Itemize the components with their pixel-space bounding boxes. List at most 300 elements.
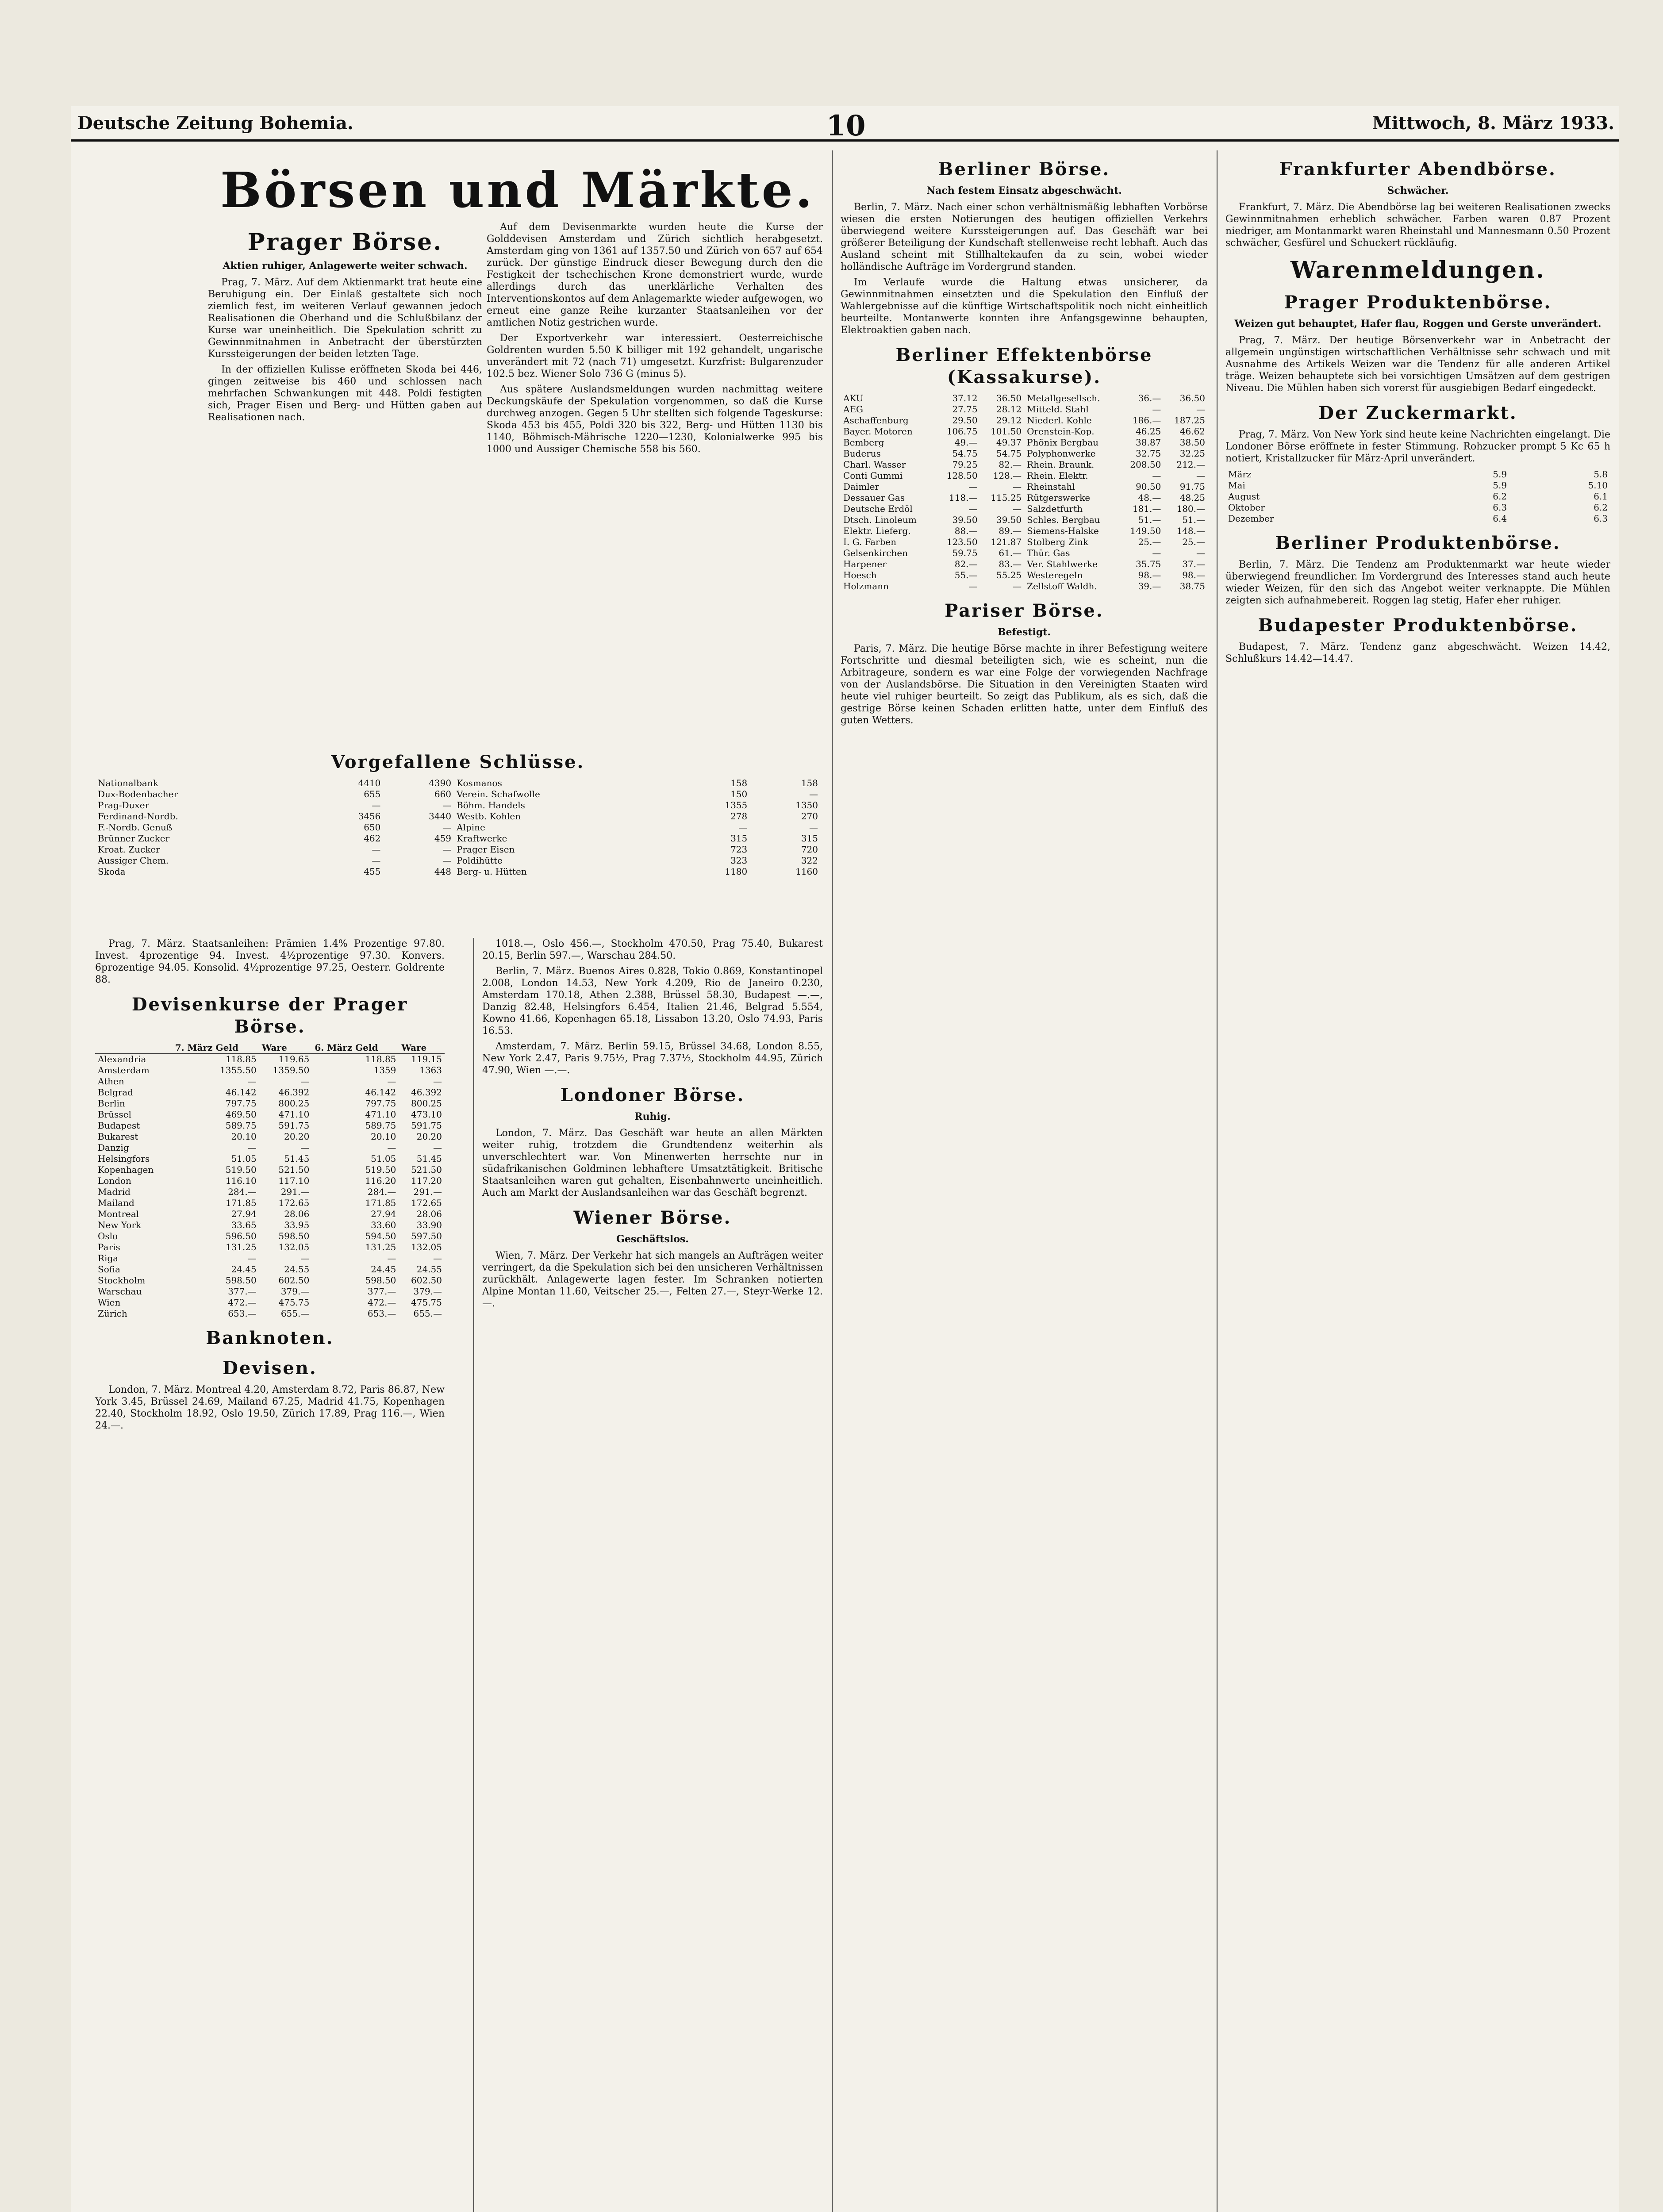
table-cell: 117.10 bbox=[278, 1175, 310, 1186]
table-row bbox=[95, 822, 821, 833]
table-row bbox=[841, 515, 1208, 526]
table-cell: 1355.50 bbox=[220, 1065, 257, 1075]
table-row bbox=[841, 492, 1208, 503]
subhead: Aktien ruhiger, Anlagewerte weiter schwach. bbox=[223, 260, 468, 272]
table-cell: 186.— bbox=[1132, 415, 1161, 426]
table-cell: 379.— bbox=[413, 1286, 442, 1297]
table-cell: — bbox=[442, 800, 452, 810]
table-cell: — bbox=[372, 855, 381, 866]
section-title-banknoten: Banknoten. bbox=[206, 1328, 334, 1348]
table-cell: 24.55 bbox=[284, 1264, 310, 1275]
issue-date: Mittwoch, 8. März 1933. bbox=[1372, 113, 1614, 134]
table-cell: Stockholm bbox=[98, 1275, 146, 1286]
table-cell: — bbox=[433, 1253, 442, 1263]
table-cell: Kopenhagen bbox=[98, 1164, 154, 1175]
table-cell: 459 bbox=[434, 833, 452, 844]
table-cell: Bukarest bbox=[98, 1131, 138, 1142]
table-cell: 181.— bbox=[1132, 503, 1161, 514]
table-cell: 6.1 bbox=[1594, 491, 1608, 502]
table-row bbox=[841, 459, 1208, 470]
table-cell: 455 bbox=[364, 866, 381, 877]
table-cell: 131.25 bbox=[365, 1242, 396, 1252]
table-row bbox=[841, 581, 1208, 592]
table-cell: 1160 bbox=[795, 866, 818, 877]
table-row bbox=[841, 537, 1208, 548]
table-row bbox=[95, 1142, 445, 1153]
table-header-cell: Ware bbox=[399, 1042, 445, 1054]
article-paragraph: Im Verlaufe wurde die Haltung etwas unsicherer, da Gewinnmitnahmen einsetzten und die Spekulation den Einfluß der Wahlergebnisse auf die künftige Wirtschaftspolitik noch nicht einheitlich beurteilte. Montanwerte konnten ihre Anfangsgewinne behaupten, Elektroaktien gaben nach. bbox=[841, 277, 1208, 336]
table-row bbox=[95, 1297, 445, 1308]
section-title-budapester-produktenboerse: Budapester Produktenbörse. bbox=[1258, 615, 1578, 636]
table-cell: Daimler bbox=[843, 481, 880, 492]
table-cell: 121.87 bbox=[991, 537, 1022, 547]
table-cell: — bbox=[433, 1076, 442, 1087]
subhead: Ruhig. bbox=[634, 1111, 671, 1122]
table-cell: 117.20 bbox=[411, 1175, 442, 1186]
table-cell: 28.06 bbox=[284, 1209, 310, 1219]
table-cell: 653.— bbox=[228, 1308, 257, 1319]
table-cell: 48.— bbox=[1138, 492, 1161, 503]
table-header-cell: 6. März Geld bbox=[312, 1042, 399, 1054]
table-cell: 79.25 bbox=[952, 459, 978, 470]
table-cell: — bbox=[372, 844, 381, 855]
table-cell: 1355 bbox=[725, 800, 748, 810]
article-paragraph: Wien, 7. März. Der Verkehr hat sich mangels an Aufträgen weiter verringert, da die Spekulation sich bei den unsicheren Verhältnissen zurückhält. Anlagewerte lagen fester. Im Schranken notierten Alpine Montan 11.60, Veitscher 25.—, Felten 27.—, Steyr-Werke 12.—. bbox=[482, 1250, 823, 1309]
column-rule bbox=[832, 150, 833, 2212]
table-cell: Polyphonwerke bbox=[1027, 448, 1096, 459]
table-cell: 55.25 bbox=[996, 570, 1022, 580]
table-cell: — bbox=[968, 481, 978, 492]
table-cell: Kroat. Zucker bbox=[98, 844, 160, 855]
table-cell: Helsingfors bbox=[98, 1153, 150, 1164]
table-cell: 655.— bbox=[280, 1308, 310, 1319]
table-cell: 650 bbox=[364, 822, 381, 833]
table-cell: 36.— bbox=[1138, 393, 1161, 403]
subhead: Geschäftslos. bbox=[616, 1233, 689, 1245]
table-cell: — bbox=[968, 581, 978, 591]
table-cell: 5.10 bbox=[1588, 480, 1608, 491]
table-cell: 39.50 bbox=[996, 515, 1022, 525]
table-cell: 98.— bbox=[1138, 570, 1161, 580]
table-cell: 46.62 bbox=[1179, 426, 1205, 437]
table-row bbox=[841, 404, 1208, 415]
table-cell: — bbox=[738, 822, 748, 833]
table-cell: 39.50 bbox=[952, 515, 978, 525]
table-cell: 131.25 bbox=[225, 1242, 257, 1252]
table-row bbox=[1225, 469, 1610, 480]
table-cell: Deutsche Erdöl bbox=[843, 503, 913, 514]
table-cell: — bbox=[372, 800, 381, 810]
table-cell: New York bbox=[98, 1220, 141, 1230]
table-row bbox=[95, 1153, 445, 1164]
table-cell: 25.— bbox=[1138, 537, 1161, 547]
table-cell: Mailand bbox=[98, 1198, 134, 1208]
table-cell: Rütgerswerke bbox=[1027, 492, 1091, 503]
table-cell: Amsterdam bbox=[98, 1065, 150, 1075]
table-cell: — bbox=[1196, 404, 1205, 415]
table-cell: August bbox=[1228, 491, 1260, 502]
table-cell: Hoesch bbox=[843, 570, 877, 580]
table-row bbox=[95, 1231, 445, 1242]
article-paragraph: Frankfurt, 7. März. Die Abendbörse lag bei weiteren Realisationen zwecks Gewinnmitnahmen erheblich schwächer. Farben waren 0.87 Prozent niedriger, am Montanmarkt waren Rheinstahl und Mannesmann 0.50 Prozent schwächer, Gesfürel und Schuckert rückläufig. bbox=[1225, 202, 1610, 249]
table-cell: 51.05 bbox=[371, 1153, 396, 1164]
table-row bbox=[95, 1253, 445, 1264]
table-row bbox=[95, 833, 821, 844]
table-cell: — bbox=[433, 1142, 442, 1153]
table-cell: 51.45 bbox=[284, 1153, 310, 1164]
table-cell: 24.55 bbox=[416, 1264, 442, 1275]
article-paragraph: Amsterdam, 7. März. Berlin 59.15, Brüssel 34.68, London 8.55, New York 2.47, Paris 9.75½, Prag 7.37½, Stockholm 44.95, Zürich 47.90, Wien —.—. bbox=[482, 1041, 823, 1076]
column-devisenmarkt bbox=[487, 221, 823, 743]
table-cell: 27.94 bbox=[231, 1209, 257, 1219]
table-row bbox=[841, 415, 1208, 426]
table-cell: 171.85 bbox=[225, 1198, 257, 1208]
devisen-table bbox=[95, 1042, 445, 1319]
table-cell: 5.9 bbox=[1493, 480, 1507, 491]
table-cell: 797.75 bbox=[365, 1098, 396, 1109]
column-devisenkurse bbox=[95, 938, 445, 2212]
section-title-londoner-boerse: Londoner Börse. bbox=[560, 1085, 745, 1106]
table-cell: 132.05 bbox=[411, 1242, 442, 1252]
table-cell: 208.50 bbox=[1130, 459, 1161, 470]
table-cell: 473.10 bbox=[411, 1109, 442, 1120]
table-cell: Alpine bbox=[457, 822, 485, 833]
newspaper-name: Deutsche Zeitung Bohemia. bbox=[77, 113, 353, 134]
article-paragraph: Prag, 7. März. Von New York sind heute keine Nachrichten eingelangt. Die Londoner Börse eröffnete in fester Stimmung. Rohzucker prompt 5 Kc 65 h notiert, Kristallzucker für März-April unverändert. bbox=[1225, 429, 1610, 464]
table-cell: Dessauer Gas bbox=[843, 492, 905, 503]
table-cell: 291.— bbox=[280, 1187, 310, 1197]
table-row bbox=[95, 1109, 445, 1120]
table-row bbox=[95, 1076, 445, 1087]
table-cell: 116.10 bbox=[225, 1175, 257, 1186]
table-row bbox=[841, 393, 1208, 404]
table-cell: 158 bbox=[801, 778, 818, 788]
table-cell: 1363 bbox=[419, 1065, 442, 1075]
table-cell: 323 bbox=[730, 855, 748, 866]
table-cell: Danzig bbox=[98, 1142, 129, 1153]
table-cell: 128.— bbox=[993, 470, 1022, 481]
table-cell: 46.142 bbox=[365, 1087, 396, 1098]
table-row bbox=[841, 437, 1208, 448]
table-row bbox=[95, 1120, 445, 1131]
table-cell: 20.10 bbox=[371, 1131, 396, 1142]
table-cell: 48.25 bbox=[1179, 492, 1205, 503]
table-cell: 471.10 bbox=[278, 1109, 310, 1120]
table-cell: 5.8 bbox=[1594, 469, 1608, 480]
table-cell: 212.— bbox=[1176, 459, 1205, 470]
table-cell: Holzmann bbox=[843, 581, 889, 591]
table-cell: Ferdinand-Nordb. bbox=[98, 811, 178, 822]
table-cell: Budapest bbox=[98, 1120, 140, 1131]
table-cell: 37.12 bbox=[952, 393, 978, 403]
table-cell: 46.392 bbox=[411, 1087, 442, 1098]
table-cell: Elektr. Lieferg. bbox=[843, 526, 911, 536]
table-cell: 36.50 bbox=[996, 393, 1022, 403]
table-row bbox=[95, 811, 821, 822]
table-cell: 88.— bbox=[954, 526, 978, 536]
table-cell: Sofia bbox=[98, 1264, 121, 1275]
table-cell: Oktober bbox=[1228, 502, 1265, 513]
table-cell: — bbox=[442, 855, 452, 866]
article-paragraph: London, 7. März. Das Geschäft war heute an allen Märkten weiter ruhig, trotzdem die Grundtendenz weiterhin als unverschlechtert war. Von Minenwerten herrschte nur in südafrikanischen Goldminen lebhaftere Umsatztätigkeit. Britische Staatsanleihen waren gut gehalten, Eisenbahnwerte uneinheitlich. Auch am Markt der Auslandsanleihen war das Geschäft begrenzt. bbox=[482, 1128, 823, 1198]
table-row bbox=[95, 1087, 445, 1098]
table-cell: 115.25 bbox=[991, 492, 1022, 503]
table-cell: 3440 bbox=[429, 811, 452, 822]
table-cell: 82.— bbox=[999, 459, 1022, 470]
subhead: Nach festem Einsatz abgeschwächt. bbox=[926, 185, 1122, 196]
table-cell: 33.90 bbox=[416, 1220, 442, 1230]
column-rule bbox=[473, 938, 474, 2212]
table-cell: 123.50 bbox=[946, 537, 978, 547]
table-cell: 1350 bbox=[795, 800, 818, 810]
table-cell: 91.75 bbox=[1179, 481, 1205, 492]
table-cell: 24.45 bbox=[371, 1264, 396, 1275]
table-row bbox=[95, 1275, 445, 1286]
table-cell: 270 bbox=[801, 811, 818, 822]
table-cell: Berg- u. Hütten bbox=[457, 866, 527, 877]
table-cell: 6.3 bbox=[1594, 513, 1608, 524]
table-cell: Aschaffenburg bbox=[843, 415, 909, 426]
table-cell: Ver. Stahlwerke bbox=[1027, 559, 1098, 569]
table-cell: 797.75 bbox=[225, 1098, 257, 1109]
table-cell: Zürich bbox=[98, 1308, 127, 1319]
table-cell: Mitteld. Stahl bbox=[1027, 404, 1089, 415]
table-cell: 800.25 bbox=[278, 1098, 310, 1109]
table-row bbox=[95, 1242, 445, 1253]
table-cell: Berlin bbox=[98, 1098, 125, 1109]
table-cell: 20.10 bbox=[231, 1131, 257, 1142]
table-cell: Riga bbox=[98, 1253, 119, 1263]
table-row bbox=[95, 844, 821, 855]
table-cell: 54.75 bbox=[952, 448, 978, 459]
article-paragraph: London, 7. März. Montreal 4.20, Amsterdam 8.72, Paris 86.87, New York 3.45, Brüssel 24.69, Mailand 67.25, Madrid 41.75, Kopenhagen 22.40, Stockholm 18.92, Oslo 19.50, Zürich 17.89, Prag 116.—, Wien 24.—. bbox=[95, 1384, 445, 1431]
table-cell: 596.50 bbox=[225, 1231, 257, 1241]
table-cell: AEG bbox=[843, 404, 864, 415]
table-cell: Skoda bbox=[98, 866, 126, 877]
table-cell: 655 bbox=[364, 789, 381, 799]
table-cell: 291.— bbox=[413, 1187, 442, 1197]
table-cell: Stolberg Zink bbox=[1027, 537, 1088, 547]
table-cell: Westb. Kohlen bbox=[457, 811, 521, 822]
table-cell: — bbox=[300, 1142, 310, 1153]
section-title-berliner-produktenboerse: Berliner Produktenbörse. bbox=[1275, 533, 1561, 553]
table-cell: 471.10 bbox=[365, 1109, 396, 1120]
table-cell: Mai bbox=[1228, 480, 1245, 491]
table-cell: 284.— bbox=[228, 1187, 257, 1197]
table-cell: 33.65 bbox=[231, 1220, 257, 1230]
table-cell: 27.94 bbox=[371, 1209, 396, 1219]
table-row bbox=[841, 481, 1208, 492]
table-cell: Prager Eisen bbox=[457, 844, 515, 855]
table-cell: Phönix Bergbau bbox=[1027, 437, 1098, 448]
article-paragraph: Paris, 7. März. Die heutige Börse machte in ihrer Befestigung weitere Fortschritte und diesmal beteiligten sich, wie es scheint, nun die Arbitrageure, sondern es war eine Folge der vorwiegenden Nachfrage von der Auslandsbörse. Die Situation in den Vereinigten Staaten wird heute viel ruhiger beurteilt. So zeigt das Publikum, als es sich, daß die gestrige Börse keinen Schaden erlitten hatte, unter dem Einfluß des guten Wetters. bbox=[841, 643, 1208, 726]
table-cell: Rheinstahl bbox=[1027, 481, 1075, 492]
table-cell: 602.50 bbox=[411, 1275, 442, 1286]
table-cell: 37.— bbox=[1182, 559, 1205, 569]
table-cell: Harpener bbox=[843, 559, 887, 569]
article-paragraph: In der offiziellen Kulisse eröffneten Skoda bei 446, gingen zeitweise bis 460 und schlossen nach mehrfachen Schwankungen mit 448. Poldi festigten sich, Prager Eisen und Berg- und Hütten gaben auf Realisationen nach. bbox=[208, 364, 482, 423]
table-cell: 597.50 bbox=[411, 1231, 442, 1241]
column-berliner-boerse bbox=[841, 150, 1208, 2212]
table-cell: 6.4 bbox=[1493, 513, 1507, 524]
table-cell: — bbox=[1013, 503, 1022, 514]
table-cell: 278 bbox=[730, 811, 748, 822]
article-paragraph: Auf dem Devisenmarkte wurden heute die Kurse der Golddevisen Amsterdam und Zürich sichtlich herabgesetzt. Amsterdam ging von 1361 auf 1357.50 und Zürich von 657 auf 654 zurück. Der günstige Eindruck dieser Bewegung durch den die Festigkeit der tschechischen Krone demonstriert wurde, wurde allerdings durch das unerklärliche Verhalten des Interventionskontos auf dem Anlagemarkte wieder aufgewogen, wo erneut eine ganze Reihe kurzanter Staatsanleihen vor der amtlichen Notiz gestrichen wurde. bbox=[487, 222, 823, 328]
table-cell: 4410 bbox=[358, 778, 381, 788]
section-schluesse bbox=[95, 743, 821, 929]
table-cell: — bbox=[442, 844, 452, 855]
table-cell: 475.75 bbox=[278, 1297, 310, 1308]
table-row bbox=[95, 800, 821, 811]
subhead: Schwächer. bbox=[1387, 185, 1449, 196]
table-cell: London bbox=[98, 1175, 131, 1186]
table-row bbox=[95, 1308, 445, 1319]
table-cell: 6.2 bbox=[1594, 502, 1608, 513]
table-cell: 598.50 bbox=[278, 1231, 310, 1241]
table-cell: Nationalbank bbox=[98, 778, 158, 788]
article-paragraph: Berlin, 7. März. Nach einer schon verhältnismäßig lebhaften Vorbörse wiesen die ersten Notierungen des heutigen offiziellen Verkehrs überwiegend weitere Kurssteigerungen auf. Das Geschäft war bei größerer Beteiligung der Kundschaft stellenweise recht lebhaft. Auch das Ausland scheint mit Stillhaltekaufen da zu sein, wobei wieder holländische Aufträge im Vordergrund standen. bbox=[841, 202, 1208, 273]
table-cell: Böhm. Handels bbox=[457, 800, 525, 810]
article-paragraph: Der Exportverkehr war interessiert. Oesterreichische Goldrenten wurden 5.50 K billiger mit 192 gehandelt, ungarische unverändert mit 72 (nach 71) umgesetzt. Kurzfrist: Bulgarenzuder 102.5 bez. Wiener Solo 736 G (minus 5). bbox=[487, 333, 823, 380]
table-cell: — bbox=[1152, 470, 1161, 481]
table-row bbox=[95, 1209, 445, 1220]
table-cell: 61.— bbox=[999, 548, 1022, 558]
table-cell: 591.75 bbox=[278, 1120, 310, 1131]
table-cell: Madrid bbox=[98, 1187, 131, 1197]
table-cell: Wien bbox=[98, 1297, 121, 1308]
table-row bbox=[95, 1286, 445, 1297]
table-cell: Paris bbox=[98, 1242, 120, 1252]
table-cell: Schles. Bergbau bbox=[1027, 515, 1100, 525]
article-paragraph: Aus spätere Auslandsmeldungen wurden nachmittag weitere Deckungskäufe der Spekulation vorgenommen, so daß die Kurse durchweg anzogen. Gegen 5 Uhr stellten sich folgende Tageskurse: Skoda 453 bis 455, Poldi 320 bis 322, Berg- und Hütten 1130 bis 1140, Böhmisch-Mährische 1220—1230, Kolonialwerke 995 bis 1000 und Aussiger Chemische 558 bis 560. bbox=[487, 384, 823, 455]
section-title-warenmeldungen: Warenmeldungen. bbox=[1290, 257, 1546, 284]
table-cell: Westeregeln bbox=[1027, 570, 1083, 580]
table-header-cell bbox=[95, 1042, 173, 1054]
table-cell: 38.75 bbox=[1179, 581, 1205, 591]
section-title-devisenkurse: Devisenkurse der Prager Börse. bbox=[131, 994, 408, 1037]
table-cell: 46.392 bbox=[278, 1087, 310, 1098]
table-cell: — bbox=[809, 822, 818, 833]
table-cell: 602.50 bbox=[278, 1275, 310, 1286]
table-cell: Bayer. Motoren bbox=[843, 426, 913, 437]
table-cell: 172.65 bbox=[278, 1198, 310, 1208]
table-cell: 46.142 bbox=[225, 1087, 257, 1098]
table-cell: 1180 bbox=[725, 866, 748, 877]
table-cell: 82.— bbox=[954, 559, 978, 569]
table-cell: 149.50 bbox=[1130, 526, 1161, 536]
table-cell: 33.60 bbox=[371, 1220, 396, 1230]
table-cell: 24.45 bbox=[231, 1264, 257, 1275]
article-paragraph: 1018.—, Oslo 456.—, Stockholm 470.50, Prag 75.40, Bukarest 20.15, Berlin 597.—, Warschau 284.50. bbox=[482, 938, 823, 961]
table-cell: März bbox=[1228, 469, 1252, 480]
table-cell: 284.— bbox=[367, 1187, 396, 1197]
column-auslandsboersen bbox=[482, 938, 823, 2212]
table-cell: Poldihütte bbox=[457, 855, 503, 866]
table-row bbox=[841, 426, 1208, 437]
section-title-wiener-boerse: Wiener Börse. bbox=[573, 1207, 732, 1228]
table-cell: 171.85 bbox=[365, 1198, 396, 1208]
table-cell: 90.50 bbox=[1136, 481, 1161, 492]
table-cell: Bemberg bbox=[843, 437, 884, 448]
table-cell: 521.50 bbox=[278, 1164, 310, 1175]
table-cell: 589.75 bbox=[225, 1120, 257, 1131]
table-row bbox=[841, 503, 1208, 515]
table-cell: Rhein. Elektr. bbox=[1027, 470, 1088, 481]
table-cell: 660 bbox=[434, 789, 452, 799]
table-row bbox=[841, 470, 1208, 481]
table-cell: Oslo bbox=[98, 1231, 118, 1241]
table-cell: 28.12 bbox=[996, 404, 1022, 415]
article-paragraph: Berlin, 7. März. Buenos Aires 0.828, Tokio 0.869, Konstantinopel 2.008, London 14.53, New York 4.209, Rio de Janeiro 0.230, Amsterdam 170.18, Athen 2.388, Brüssel 58.30, Budapest —.—, Danzig 82.48, Helsingfors 6.454, Italien 21.46, Belgrad 5.554, Kowno 41.66, Kopenhagen 65.18, Lissabon 13.20, Oslo 74.93, Paris 16.53. bbox=[482, 966, 823, 1037]
table-cell: Salzdetfurth bbox=[1027, 503, 1083, 514]
article-paragraph: Prag, 7. März. Auf dem Aktienmarkt trat heute eine Beruhigung ein. Der Einlaß gestaltete sich noch ziemlich fest, im weiteren Verlauf gewannen jedoch Realisationen die Oberhand und die Schlußbilanz der Kurse war uneinheitlich. Die Spekulation schritt zu Gewinnmitnahmen in Anbetracht der überstürzten Kurssteigerungen der beiden letzten Tage. bbox=[208, 277, 482, 360]
table-cell: Montreal bbox=[98, 1209, 139, 1219]
table-cell: 59.75 bbox=[952, 548, 978, 558]
table-cell: 20.20 bbox=[416, 1131, 442, 1142]
section-title-zuckermarkt: Der Zuckermarkt. bbox=[1318, 403, 1517, 423]
section-title-prager-produktenboerse: Prager Produktenbörse. bbox=[1284, 292, 1552, 313]
table-cell: 589.75 bbox=[365, 1120, 396, 1131]
table-cell: 89.— bbox=[999, 526, 1022, 536]
table-cell: — bbox=[809, 789, 818, 799]
table-cell: — bbox=[387, 1142, 396, 1153]
table-cell: Warschau bbox=[98, 1286, 142, 1297]
table-cell: 119.15 bbox=[411, 1054, 442, 1064]
table-cell: 448 bbox=[434, 866, 452, 877]
section-title-frankfurter-abendboerse: Frankfurter Abendbörse. bbox=[1279, 159, 1556, 180]
table-cell: — bbox=[247, 1142, 257, 1153]
table-row bbox=[95, 789, 821, 800]
table-cell: 128.50 bbox=[946, 470, 978, 481]
table-cell: — bbox=[387, 1253, 396, 1263]
table-cell: 55.— bbox=[954, 570, 978, 580]
table-cell: 38.50 bbox=[1179, 437, 1205, 448]
table-row bbox=[1225, 502, 1610, 513]
table-cell: I. G. Farben bbox=[843, 537, 897, 547]
table-cell: 158 bbox=[730, 778, 748, 788]
table-cell: 116.20 bbox=[365, 1175, 396, 1186]
table-cell: Brüssel bbox=[98, 1109, 131, 1120]
table-row bbox=[95, 855, 821, 866]
table-cell: 521.50 bbox=[411, 1164, 442, 1175]
table-row bbox=[95, 1187, 445, 1198]
table-cell: — bbox=[300, 1076, 310, 1087]
table-row bbox=[95, 1131, 445, 1142]
table-row bbox=[95, 1054, 445, 1065]
article-paragraph: Budapest, 7. März. Tendenz ganz abgeschwächt. Weizen 14.42, Schlußkurs 14.42—14.47. bbox=[1225, 641, 1610, 664]
table-row bbox=[95, 1065, 445, 1076]
section-title-pariser-boerse: Pariser Börse. bbox=[945, 600, 1104, 621]
table-cell: 472.— bbox=[228, 1297, 257, 1308]
table-cell: 83.— bbox=[999, 559, 1022, 569]
table-cell: Thür. Gas bbox=[1027, 548, 1070, 558]
table-header-row bbox=[95, 1042, 445, 1054]
table-cell: AKU bbox=[843, 393, 864, 403]
table-cell: 33.95 bbox=[284, 1220, 310, 1230]
table-cell: 377.— bbox=[228, 1286, 257, 1297]
table-cell: Kosmanos bbox=[457, 778, 502, 788]
table-header-cell: Ware bbox=[259, 1042, 312, 1054]
table-cell: 180.— bbox=[1176, 503, 1205, 514]
page-header bbox=[77, 109, 1614, 142]
table-cell: 118.85 bbox=[365, 1054, 396, 1064]
table-cell: 46.25 bbox=[1136, 426, 1161, 437]
table-cell: 29.12 bbox=[996, 415, 1022, 426]
table-cell: 462 bbox=[364, 833, 381, 844]
table-cell: Orenstein-Kop. bbox=[1027, 426, 1095, 437]
table-cell: — bbox=[442, 822, 452, 833]
table-cell: 51.— bbox=[1182, 515, 1205, 525]
